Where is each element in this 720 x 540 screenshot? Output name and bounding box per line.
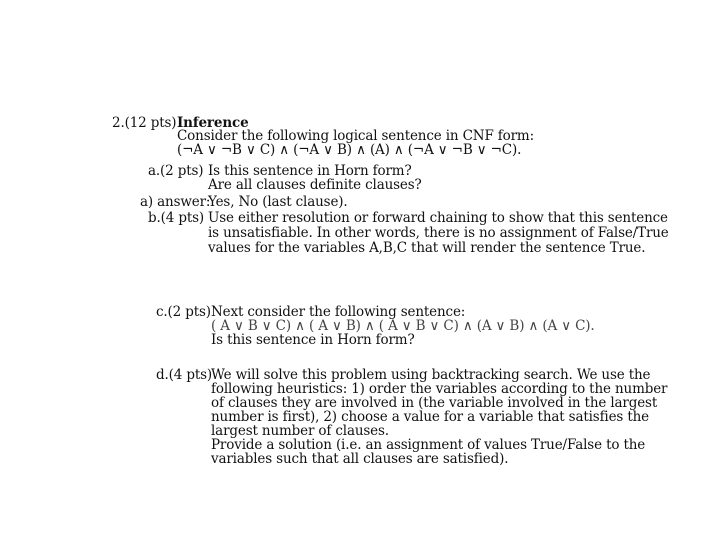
part-d-line-2: following heuristics: 1) order the variables according to the number <box>211 381 668 397</box>
part-c-label: c.(2 pts) <box>156 304 211 320</box>
question-number: 2.(12 pts) <box>112 115 177 131</box>
part-c-sentence: ( A ∨ B ∨ C) ∧ ( A ∨ B) ∧ ( A ∨ B ∨ C) ∧ (A ∨ B) ∧ (A ∨ C). <box>211 318 595 334</box>
question-title: Inference <box>177 115 249 131</box>
part-c-line-3: Is this sentence in Horn form? <box>211 332 415 348</box>
part-b-label: b.(4 pts) <box>148 210 204 226</box>
part-c-line-1: Next consider the following sentence: <box>211 304 466 320</box>
answer-a-label: a) answer: <box>140 194 211 210</box>
part-a-label: a.(2 pts) <box>148 163 204 179</box>
part-a-line-2: Are all clauses definite clauses? <box>208 177 422 193</box>
part-b-line-3: values for the variables A,B,C that will render the sentence True. <box>208 240 646 256</box>
cnf-sentence: (¬A ∨ ¬B ∨ C) ∧ (¬A ∨ B) ∧ (A) ∧ (¬A ∨ ¬B ∨ ¬C). <box>177 142 522 158</box>
part-d-label: d.(4 pts) <box>156 367 212 383</box>
part-d-line-6: Provide a solution (i.e. an assignment of values True/False to the <box>211 437 646 453</box>
answer-a-text: Yes, No (last clause). <box>208 194 348 210</box>
part-d-line-7: variables such that all clauses are satisfied). <box>211 451 509 467</box>
part-b-line-2: is unsatisfiable. In other words, there is no assignment of False/True <box>208 225 669 241</box>
part-d-line-4: number is first), 2) choose a value for a variable that satisfies the <box>211 409 650 425</box>
question-intro: Consider the following logical sentence in CNF form: <box>177 128 534 144</box>
part-d-line-5: largest number of clauses. <box>211 423 389 439</box>
part-d-line-1: We will solve this problem using backtracking search. We use the <box>211 367 651 383</box>
part-d-line-3: of clauses they are involved in (the variable involved in the largest <box>211 395 658 411</box>
part-a-line-1: Is this sentence in Horn form? <box>208 163 412 179</box>
part-b-line-1: Use either resolution or forward chaining to show that this sentence <box>208 210 668 226</box>
